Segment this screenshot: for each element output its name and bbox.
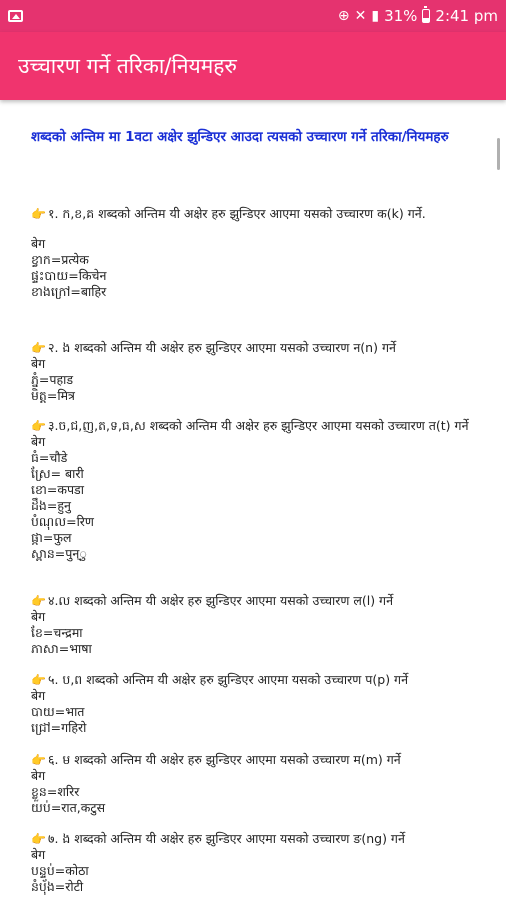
example-item: បំណុល=रिण [31,514,94,529]
mute-icon: ✕ [354,8,367,24]
example-label: बेग [31,609,46,624]
pointing-hand-icon: 👉 [31,207,46,221]
example-item: បន្ទប់=कोठा [31,863,89,878]
rule-row [31,831,471,847]
example-item: ខ្លួន=शरिर [31,784,80,799]
example-item: ដឹង=हुनु [31,498,71,513]
example-item: ធំ=चौडे [31,450,68,465]
rule-section-2 [31,340,471,404]
sync-icon: ⊕ [337,8,350,24]
example-item: ខែ=चन्द्रमा [31,625,83,640]
example-item: យប់=रात,कटुस [31,800,106,815]
pointing-hand-icon: 👉 [31,832,46,846]
example-item: ខាងក្រៅ=बाहिर [31,284,107,299]
pointing-hand-icon: 👉 [31,594,46,608]
example-label: बेग [31,847,46,862]
pointing-hand-icon: 👉 [31,753,46,767]
rule-text: १. ក,ខ,គ शब्दको अन्तिम यी अक्षेर हरु झुन्डिएर आएमा यसको उच्चारण क(k) गर्ने. [47,206,426,221]
example-label: बेग [31,768,46,783]
rule-row [31,418,471,434]
example-item: ស្រែ= बारी [31,466,84,481]
rule-row [31,340,471,356]
rule-text: ३.ច,ជ,ញ,ត,ទ,ធ,ស शब्दको अन्तिम यी अक्षेर हरु झुन्डिएर आएमा यसको उच्चारण त(t) गर्ने [47,418,469,433]
example-item: ភ្នំ=पहाड [31,372,74,387]
rule-text: ४.ល शब्दको अन्तिम यी अक्षेर हरु झुन्डिएर आएमा यसको उच्चारण ल(l) गर्ने [47,593,394,608]
example-item: ភាសា=भाषा [31,641,92,656]
rule-text: ६. ម शब्दको अन्तिम यी अक्षेर हरु झुन्डिएर आएमा यसको उच्चारण म(m) गर्ने [47,752,401,767]
signal-icon: ▮ [371,8,380,24]
section-heading: शब्दको अन्तिम मा 1वटा अक्षेर झुन्डिएर आउदा त्यसको उच्चारण गर्ने तरिका/नियमहरु [31,129,449,145]
example-label: बेग [31,236,46,251]
battery-icon [422,9,430,23]
example-item: នំបុ័ង=रोटी [31,879,84,894]
image-notification-icon [8,10,23,22]
clock: 2:41 pm [435,7,498,25]
pointing-hand-icon: 👉 [31,341,46,355]
rule-section-3 [31,418,471,562]
rule-section-7 [31,831,471,895]
rule-section-6 [31,752,471,816]
rule-section-1 [31,206,471,300]
example-item: មិត្ត=मित्र [31,388,75,403]
example-item: ផ្ទះបាយ=किचेन [31,268,107,283]
rule-row [31,593,471,609]
page-title: उच्चारण गर्ने तरिका/नियमहरु [18,54,237,78]
rule-text: ७. ង शब्दको अन्तिम यी अक्षेर हरु झुन्डिएर आएमा यसको उच्चारण ङ(ng) गर्ने [47,831,405,846]
pointing-hand-icon: 👉 [31,419,46,433]
pointing-hand-icon: 👉 [31,673,46,687]
example-item: ជ្រៅ=गहिरो [31,720,87,735]
rule-section-4 [31,593,471,657]
rule-text: ५. ប,ព शब्दको अन्तिम यी अक्षेर हरु झुन्डिएर आएमा यसको उच्चारण प(p) गर्ने [47,672,409,687]
battery-percent: 31% [384,7,418,25]
rule-section-5 [31,672,471,736]
example-label: बेग [31,688,46,703]
example-item: ខ្វាក=प्रत्येक [31,252,89,267]
rule-text: २. ង शब्दको अन्तिम यी अक्षेर हरु झुन्डिएर आएमा यसको उच्चारण न(n) गर्ने [47,340,396,355]
rule-row [31,672,471,688]
example-item: ផ្កា=फुल [31,530,72,545]
example-item: ស្ពាន=पुन्ु [31,546,87,561]
rule-row [31,206,471,222]
status-bar [0,0,506,32]
app-bar [0,32,506,100]
scroll-indicator[interactable] [497,138,500,170]
example-label: बेग [31,434,46,449]
example-item: ខោ=कपडा [31,482,84,497]
example-label: बेग [31,356,46,371]
rule-row [31,752,471,768]
example-item: បាយ=भात [31,704,85,719]
